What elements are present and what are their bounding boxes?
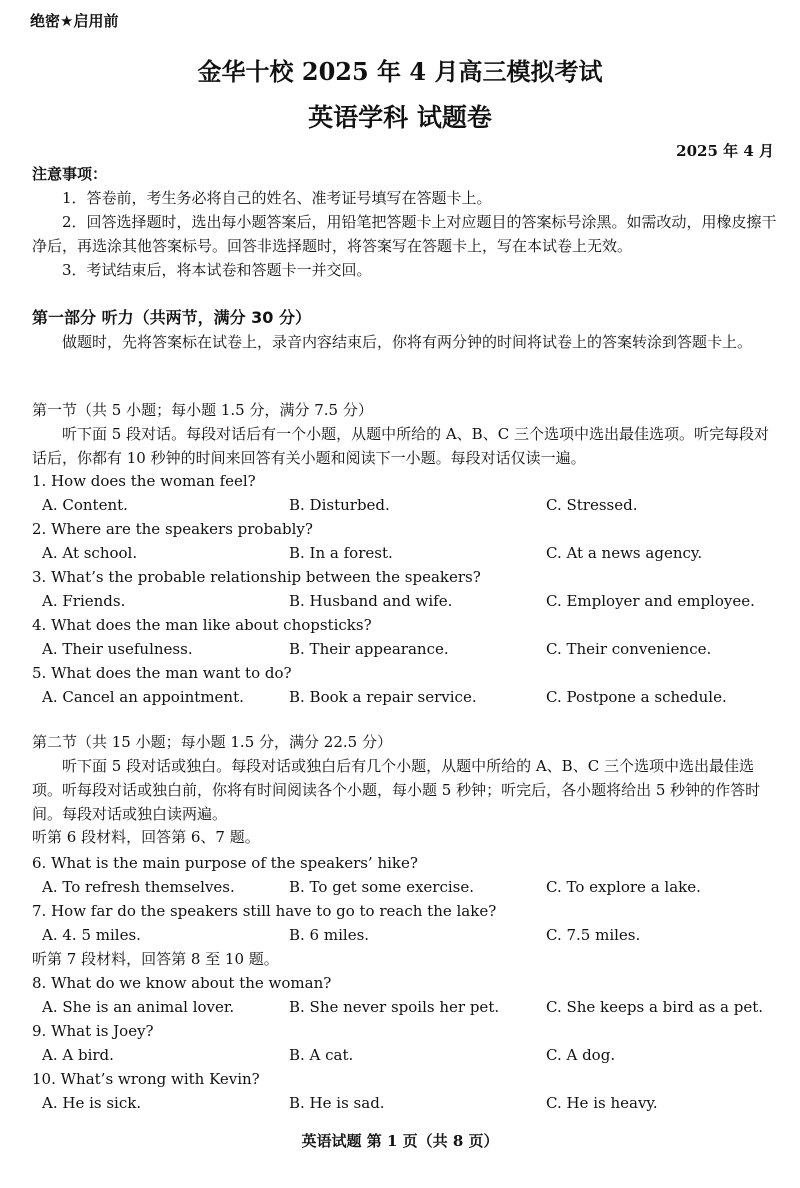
question-5: 5. What does the man want to do? <box>32 664 292 682</box>
question-3: 3. What’s the probable relationship between the speakers? <box>32 568 481 586</box>
notice-item: 1．答卷前，考生务必将自己的姓名、准考证号填写在答题卡上。 <box>62 189 492 207</box>
option-a: A. 4. 5 miles. <box>42 926 141 944</box>
option-a: A. A bird. <box>42 1046 114 1064</box>
notice-item: 2．回答选择题时，选出每小题答案后，用铅笔把答题卡上对应题目的答案标号涂黑。如需改动，用橡皮擦干净后，再选涂其他答案标号。回答非选择题时，将答案写在答题卡上，写在本试卷上无效。 <box>32 213 777 255</box>
question-4: 4. What does the man like about chopsticks? <box>32 616 372 634</box>
section1-block <box>32 398 780 470</box>
question-9: 9. What is Joey? <box>32 1022 154 1040</box>
option-c: C. He is heavy. <box>546 1094 658 1112</box>
option-b: B. A cat. <box>289 1046 354 1064</box>
option-a: A. Their usefulness. <box>42 640 193 658</box>
option-b: B. 6 miles. <box>289 926 370 944</box>
option-a: A. To refresh themselves. <box>42 878 235 896</box>
option-b: B. Husband and wife. <box>289 592 453 610</box>
option-c: C. Employer and employee. <box>546 592 755 610</box>
option-c: C. Stressed. <box>546 496 638 514</box>
question-6: 6. What is the main purpose of the speakers’ hike? <box>32 854 418 872</box>
part1-section <box>32 306 780 354</box>
section2-heading: 第二节（共 15 小题；每小题 1.5 分，满分 22.5 分） <box>32 733 392 751</box>
notice-heading: 注意事项： <box>32 165 108 183</box>
option-b: B. Disturbed. <box>289 496 390 514</box>
part1-instruction: 做题时，先将答案标在试卷上，录音内容结束后，你将有两分钟的时间将试卷上的答案转涂到答题卡上。 <box>62 333 753 351</box>
section1-heading: 第一节（共 5 小题；每小题 1.5 分，满分 7.5 分） <box>32 401 373 419</box>
subject-title: 英语学科 试题卷 <box>308 103 492 132</box>
secret-label: 绝密★启用前 <box>30 12 119 30</box>
option-c: C. 7.5 miles. <box>546 926 641 944</box>
option-c: C. A dog. <box>546 1046 616 1064</box>
question-7: 7. How far do the speakers still have to go to reach the lake? <box>32 902 497 920</box>
option-b: B. To get some exercise. <box>289 878 474 896</box>
option-b: B. Their appearance. <box>289 640 449 658</box>
section1-instruction: 听下面 5 段对话。每段对话后有一个小题，从题中所给的 A、B、C 三个选项中选出最佳选项。听完每段对话后，你都有 10 秒钟的时间来回答有关小题和阅读下一小题。每段对话仅读一遍。 <box>32 425 769 467</box>
notice-section <box>32 162 780 282</box>
section2-block <box>32 730 780 826</box>
exam-date: 2025 年 4 月 <box>676 142 774 160</box>
part1-heading: 第一部分 听力（共两节，满分 30 分） <box>32 308 311 327</box>
question-1: 1. How does the woman feel? <box>32 472 256 490</box>
option-b: B. In a forest. <box>289 544 393 562</box>
question-8: 8. What do we know about the woman? <box>32 974 332 992</box>
option-a: A. He is sick. <box>42 1094 142 1112</box>
question-2: 2. Where are the speakers probably? <box>32 520 313 538</box>
option-a: A. Cancel an appointment. <box>42 688 244 706</box>
section2-instruction: 听下面 5 段对话或独白。每段对话或独白后有几个小题，从题中所给的 A、B、C 三个选项中选出最佳选项。听每段对话或独白前，你将有时间阅读各个小题，每小题 5 秒钟；听完后，各小题将给出 5 秒钟的作答时间。每段对话或独白读两遍。 <box>32 757 761 823</box>
option-c: C. Postpone a schedule. <box>546 688 727 706</box>
material-7-note: 听第 7 段材料，回答第 8 至 10 题。 <box>32 950 279 968</box>
option-b: B. Book a repair service. <box>289 688 477 706</box>
option-b: B. She never spoils her pet. <box>289 998 500 1016</box>
material-6-note: 听第 6 段材料，回答第 6、7 题。 <box>32 828 260 846</box>
option-a: A. Friends. <box>42 592 126 610</box>
exam-title: 金华十校 2025 年 4 月高三模拟考试 <box>197 57 603 86</box>
question-10: 10. What’s wrong with Kevin? <box>32 1070 260 1088</box>
option-c: C. Their convenience. <box>546 640 712 658</box>
option-a: A. She is an animal lover. <box>42 998 235 1016</box>
option-c: C. To explore a lake. <box>546 878 701 896</box>
option-b: B. He is sad. <box>289 1094 385 1112</box>
option-a: A. At school. <box>42 544 138 562</box>
page-footer: 英语试题 第 1 页（共 8 页） <box>301 1132 499 1150</box>
notice-item: 3．考试结束后，将本试卷和答题卡一并交回。 <box>62 261 372 279</box>
option-c: C. At a news agency. <box>546 544 703 562</box>
option-c: C. She keeps a bird as a pet. <box>546 998 764 1016</box>
option-a: A. Content. <box>42 496 128 514</box>
